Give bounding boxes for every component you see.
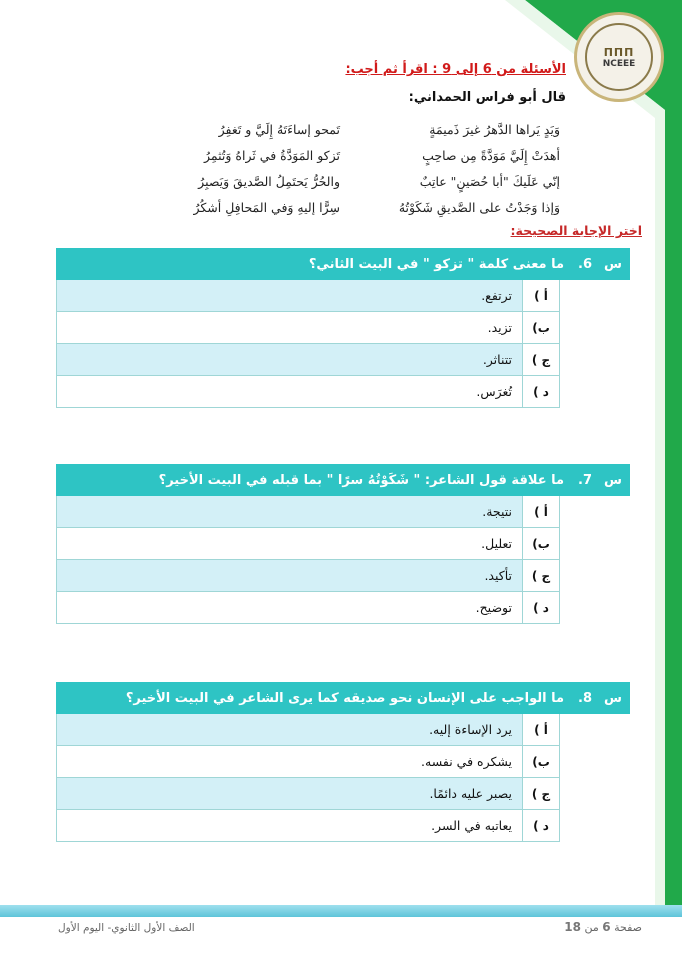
option-letter: د ) (522, 376, 559, 407)
verse-first-hemistich: وَإذا وَجَدْتُ على الصَّديقِ شَكَوْتُهُ (398, 199, 560, 215)
question-6 (56, 248, 630, 408)
poem-verse (150, 194, 560, 220)
answer-option-a[interactable] (56, 714, 560, 746)
question-number: 8. (578, 690, 593, 706)
footer-grade: الصف الأول الثانوي- اليوم الأول (58, 922, 195, 934)
option-letter: أ ) (522, 280, 559, 311)
option-letter: ج ) (522, 560, 559, 591)
option-letter: ج ) (522, 344, 559, 375)
answer-option-a[interactable] (56, 496, 560, 528)
option-text: تتناثر. (57, 344, 522, 375)
question-text: ما علاقة قول الشاعر: " شَكَوْتُهُ سرًا " بما قبله في البيت الأخير؟ (158, 472, 565, 488)
poem-verse (150, 116, 560, 142)
option-letter: أ ) (522, 714, 559, 745)
option-text: ترتفع. (57, 280, 522, 311)
page-counter (564, 920, 642, 934)
option-text: تزيد. (57, 312, 522, 343)
option-text: يرد الإساءة إليه. (57, 714, 522, 745)
question-text: ما الواجب على الإنسان نحو صديقه كما يرى الشاعر في البيت الأخير؟ (125, 690, 565, 706)
verse-second-hemistich: تَزكو المَوَدَّةُ في ثَراهُ وَتُثمِرُ (204, 147, 340, 163)
verse-first-hemistich: إنّي عَلَيكَ "أبا حُصَينٍ" عاتِبٌ (419, 173, 560, 189)
section-instruction: الأسئلة من 6 إلى 9 : اقرأ ثم أجب: (345, 62, 566, 77)
verse-second-hemistich: سِرًّا إليهِ وَفي المَحافِلِ أشكُرُ (193, 199, 340, 215)
option-text: تُغرَس. (57, 376, 522, 407)
question-text: ما معنى كلمة " تزكو " في البيت الثاني؟ (308, 256, 565, 272)
poet-label: قال أبو فراس الحمداني: (408, 90, 566, 105)
answer-option-b[interactable] (56, 528, 560, 560)
page-total: 18 (564, 920, 581, 934)
question-label: س (604, 690, 622, 706)
question-label: س (604, 256, 622, 272)
answer-option-d[interactable] (56, 810, 560, 842)
institution-logo (574, 12, 664, 102)
option-letter: ب) (522, 746, 559, 777)
question-7 (56, 464, 630, 624)
poem-verse (150, 168, 560, 194)
answer-option-b[interactable] (56, 746, 560, 778)
verse-second-hemistich: تَمحو إساءَتَهُ إِلَيَّ و تَغفِرُ (218, 121, 340, 137)
question-number: 7. (578, 472, 593, 488)
answer-option-d[interactable] (56, 592, 560, 624)
option-letter: أ ) (522, 496, 559, 527)
answer-option-a[interactable] (56, 280, 560, 312)
logo-emblem: ΠΠΠ (603, 45, 635, 59)
option-letter: ب) (522, 312, 559, 343)
answer-option-b[interactable] (56, 312, 560, 344)
choose-answer-label: اختر الإجابة الصحيحة: (510, 223, 642, 238)
question-8 (56, 682, 630, 842)
page-word: صفحة (614, 921, 642, 934)
answer-option-d[interactable] (56, 376, 560, 408)
page-number: 6 (602, 920, 611, 934)
option-letter: د ) (522, 810, 559, 841)
footer-divider (0, 905, 682, 917)
poem (150, 116, 560, 220)
option-text: يشكره في نفسه. (57, 746, 522, 777)
option-text: نتيجة. (57, 496, 522, 527)
question-number: 6. (578, 256, 593, 272)
poem-verse (150, 142, 560, 168)
question-label: س (604, 472, 622, 488)
option-text: تعليل. (57, 528, 522, 559)
option-text: توضيح. (57, 592, 522, 623)
question-header (56, 682, 630, 714)
answer-option-c[interactable] (56, 778, 560, 810)
verse-second-hemistich: والحُرُّ يَحتَمِلُ الصَّديقَ وَيَصبِرُ (198, 173, 340, 189)
verse-first-hemistich: أهدَتْ إِلَيَّ مَوَدَّةً مِن صاحِبٍ (422, 147, 560, 163)
verse-first-hemistich: وَيَدٍ يَراها الدَّهرُ غيرَ ذَميمَةٍ (429, 121, 560, 137)
option-letter: ب) (522, 528, 559, 559)
logo-abbr: NCEEE (602, 58, 636, 69)
option-text: يصبر عليه دائمًا. (57, 778, 522, 809)
option-letter: ج ) (522, 778, 559, 809)
option-letter: د ) (522, 592, 559, 623)
question-header (56, 464, 630, 496)
question-header (56, 248, 630, 280)
answer-option-c[interactable] (56, 344, 560, 376)
answer-option-c[interactable] (56, 560, 560, 592)
option-text: تأكيد. (57, 560, 522, 591)
of-word: من (584, 921, 599, 934)
option-text: يعاتبه في السر. (57, 810, 522, 841)
